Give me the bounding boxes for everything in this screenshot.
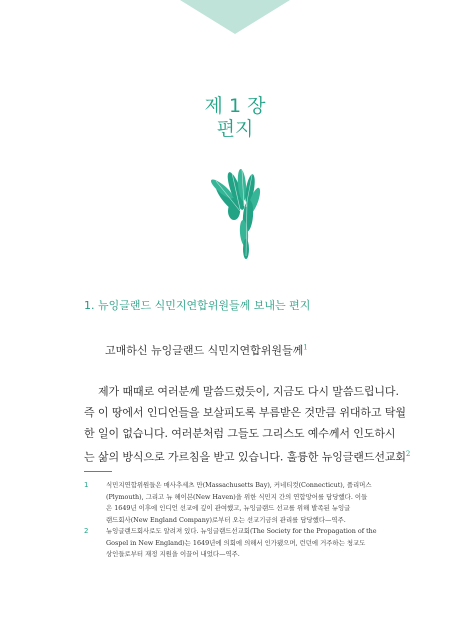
section-heading: 1. 뉴잉글랜드 식민지연합위원들께 보내는 편지 bbox=[84, 299, 311, 312]
footnote-line: 은 1649년 이후에 인디언 선교에 깊이 관여했고, 뉴잉글랜드 선교를 위해 발족된 뉴잉글 bbox=[106, 504, 351, 512]
body-line: 제가 때때로 여러분께 말씀드렸듯이, 지금도 다시 말씀드립니다. bbox=[98, 385, 399, 398]
footnote-divider bbox=[84, 471, 112, 472]
footnote-ref[interactable]: 2 bbox=[405, 450, 411, 458]
footnote-item bbox=[84, 480, 386, 526]
footnote-line: 랜드회사(New England Company)로부터 오는 선교기금의 관리를 담당했다—역주. bbox=[106, 515, 346, 524]
body-line: 한 일이 없습니다. 여러분처럼 그들도 그리스도 예수께서 인도하시 bbox=[84, 427, 396, 440]
body-line: 즉 이 땅에서 인디언들을 보살피도록 부름받은 것만큼 위대하고 탁월 bbox=[84, 406, 406, 419]
chapter-number: 제 1 장 bbox=[204, 95, 266, 117]
salutation bbox=[105, 342, 308, 358]
footnotes bbox=[84, 480, 386, 561]
footnote-line: 식민지연합위원들은 매사추세츠 만(Massachusetts Bay), 커네티컷(Connecticut), 플리머스 bbox=[106, 481, 372, 489]
top-decorative-triangle bbox=[180, 0, 290, 34]
salutation-text: 고매하신 뉴잉글랜드 식민지연합위원들께 bbox=[105, 344, 304, 357]
body-paragraph bbox=[84, 381, 411, 468]
footnote-line: (Plymouth), 그리고 뉴 헤이븐(New Haven)을 위한 식민지 간의 연합망어를 담당했다. 이들 bbox=[106, 492, 368, 501]
footnote-number: 1 bbox=[84, 481, 89, 489]
footnote-item bbox=[84, 526, 386, 561]
footnote-number: 2 bbox=[84, 527, 89, 535]
body-line-last bbox=[84, 444, 411, 468]
footnote-ref[interactable]: 1 bbox=[303, 343, 308, 352]
feather-headdress-icon bbox=[206, 161, 266, 261]
footnote-line: Gospel in New England)는 1649년에 의회에 의해서 인가됐으며, 런던에 거주하는 청교도 bbox=[106, 538, 366, 547]
footnote-line: 뉴잉글랜드회사로도 알려져 있다. 뉴잉글랜드선교회(The Society for the Propagation of the bbox=[106, 527, 377, 535]
body-line-text: 는 삶의 방식으로 가르침을 받고 있습니다. 훌륭한 뉴잉글랜드선교회 bbox=[84, 450, 406, 464]
footnote-line: 상인들로부터 재정 지원을 이끌어 내었다—역주. bbox=[106, 550, 240, 558]
chapter-title: 편지 bbox=[216, 118, 254, 140]
